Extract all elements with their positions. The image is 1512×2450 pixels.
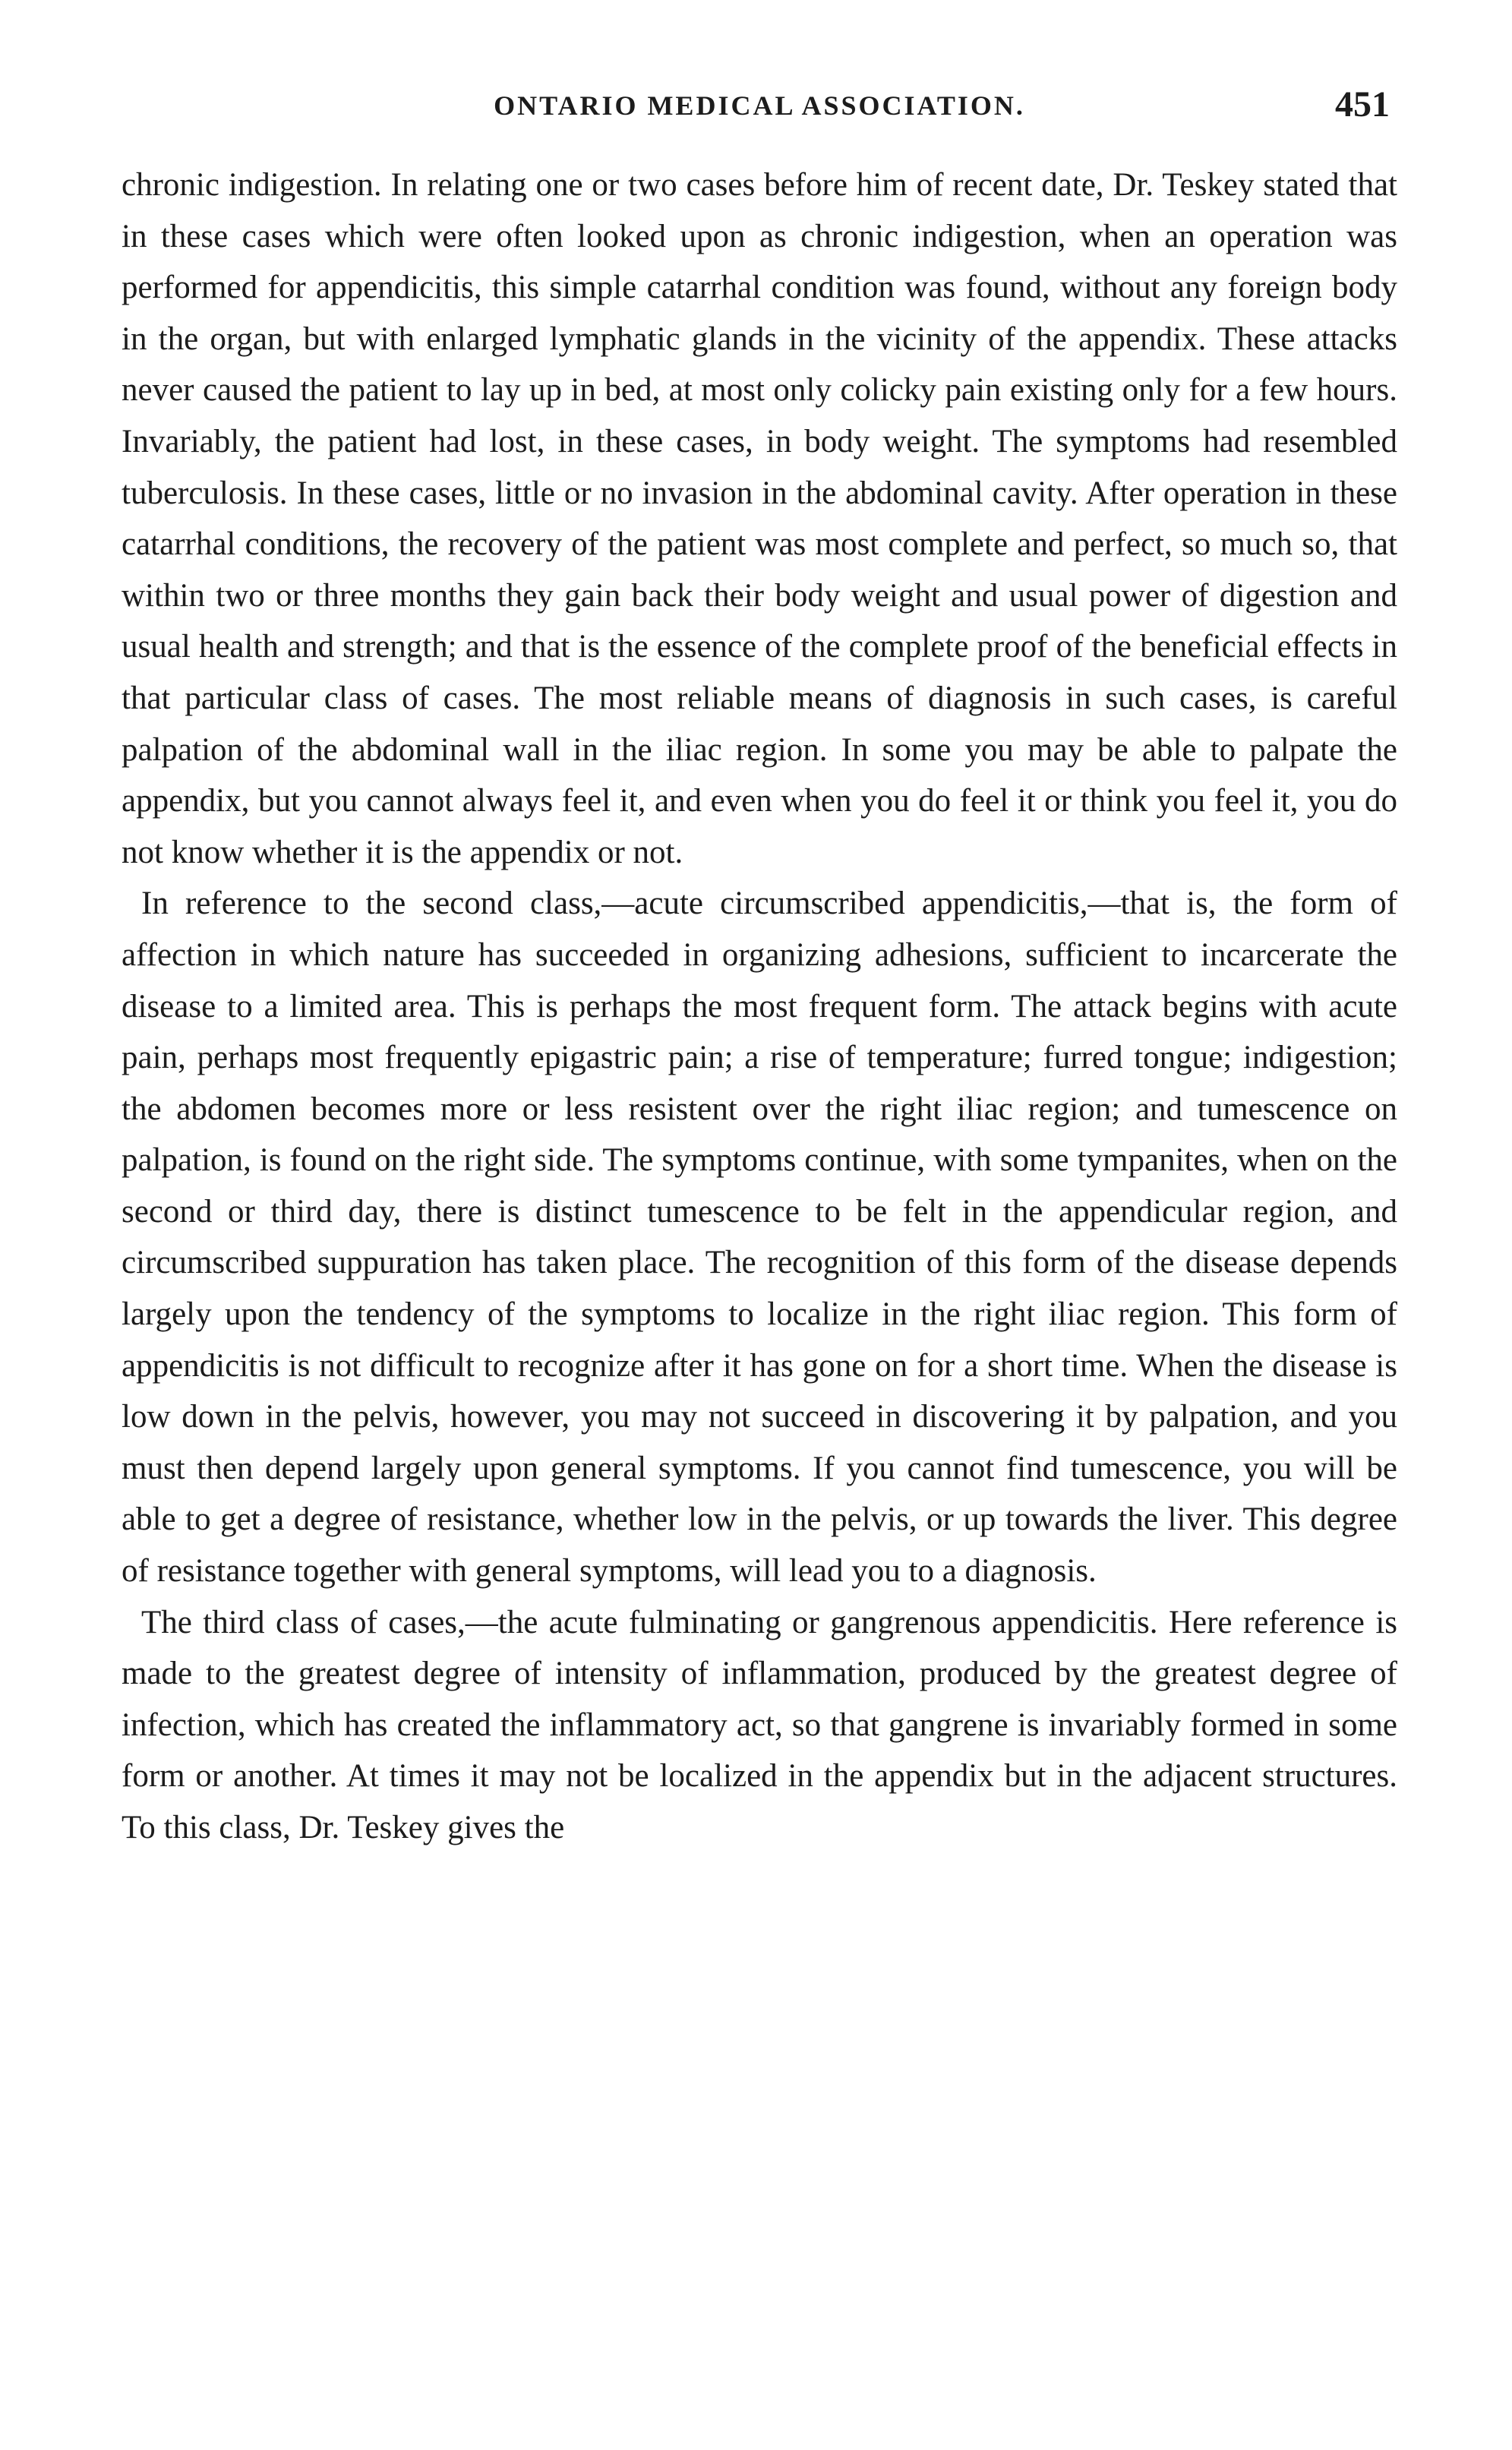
body-text: [122, 159, 1397, 1854]
running-head-title: ONTARIO MEDICAL ASSOCIATION.: [494, 90, 1025, 121]
paragraph-catarrhal-appendicitis: chronic indigestion. In relating one or two cases before him of recent date, Dr. Teskey stated that in these cases which were often looked upon as chronic indigestion, when an operation was performed for appendicitis, this simple catarrhal condition was found, without any foreign body in the organ, but with enlarged lymphatic glands in the vicinity of the appendix. These attacks never caused the patient to lay up in bed, at most only colicky pain existing only for a few hours. Invariably, the patient had lost, in these cases, in body weight. The symptoms had resembled tuberculosis. In these cases, little or no invasion in the abdominal cavity. After operation in these catarrhal conditions, the recovery of the patient was most complete and perfect, so much so, that within two or three months they gain back their body weight and usual power of digestion and usual health and strength; and that is the essence of the complete proof of the beneficial effects in that particular class of cases. The most reliable means of diagnosis in such cases, is careful palpation of the abdominal wall in the iliac region. In some you may be able to palpate the appendix, but you cannot always feel it, and even when you do feel it or think you feel it, you do not know whether it is the appendix or not.: [122, 167, 1397, 870]
book-page: [122, 84, 1397, 2392]
page-number: 451: [1335, 84, 1390, 125]
running-head: [122, 84, 1397, 144]
paragraph-acute-circumscribed-appendicitis: In reference to the second class,—acute circumscribed appendicitis,—that is, the form of affection in which nature has succeeded in organizing adhesions, sufficient to incarcerate the disease to a limited area. This is perhaps the most frequent form. The attack begins with acute pain, perhaps most frequently epigastric pain; a rise of temperature; furred tongue; indigestion; the abdomen becomes more or less resistent over the right iliac region; and tumescence on palpation, is found on the right side. The symptoms continue, with some tympanites, when on the second or third day, there is distinct tumescence to be felt in the appendicular region, and circumscribed suppuration has taken place. The recognition of this form of the disease depends largely upon the tendency of the symptoms to localize in the right iliac region. This form of appendicitis is not difficult to recognize after it has gone on for a short time. When the disease is low down in the pelvis, however, you may not succeed in discovering it by palpation, and you must then depend largely upon general symptoms. If you cannot find tumescence, you will be able to get a degree of resistance, whether low in the pelvis, or up towards the liver. This degree of resistance together with general symptoms, will lead you to a diagnosis.: [122, 886, 1397, 1590]
paragraph-gangrenous-appendicitis: The third class of cases,—the acute fulminating or gangrenous appendicitis. Here reference is made to the greatest degree of intensity of inflammation, produced by the greatest degree of infection, which has created the inflammatory act, so that gangrene is invariably formed in some form or another. At times it may not be localized in the appendix but in the adjacent structures. To this class, Dr. Teskey gives the: [122, 1604, 1397, 1845]
